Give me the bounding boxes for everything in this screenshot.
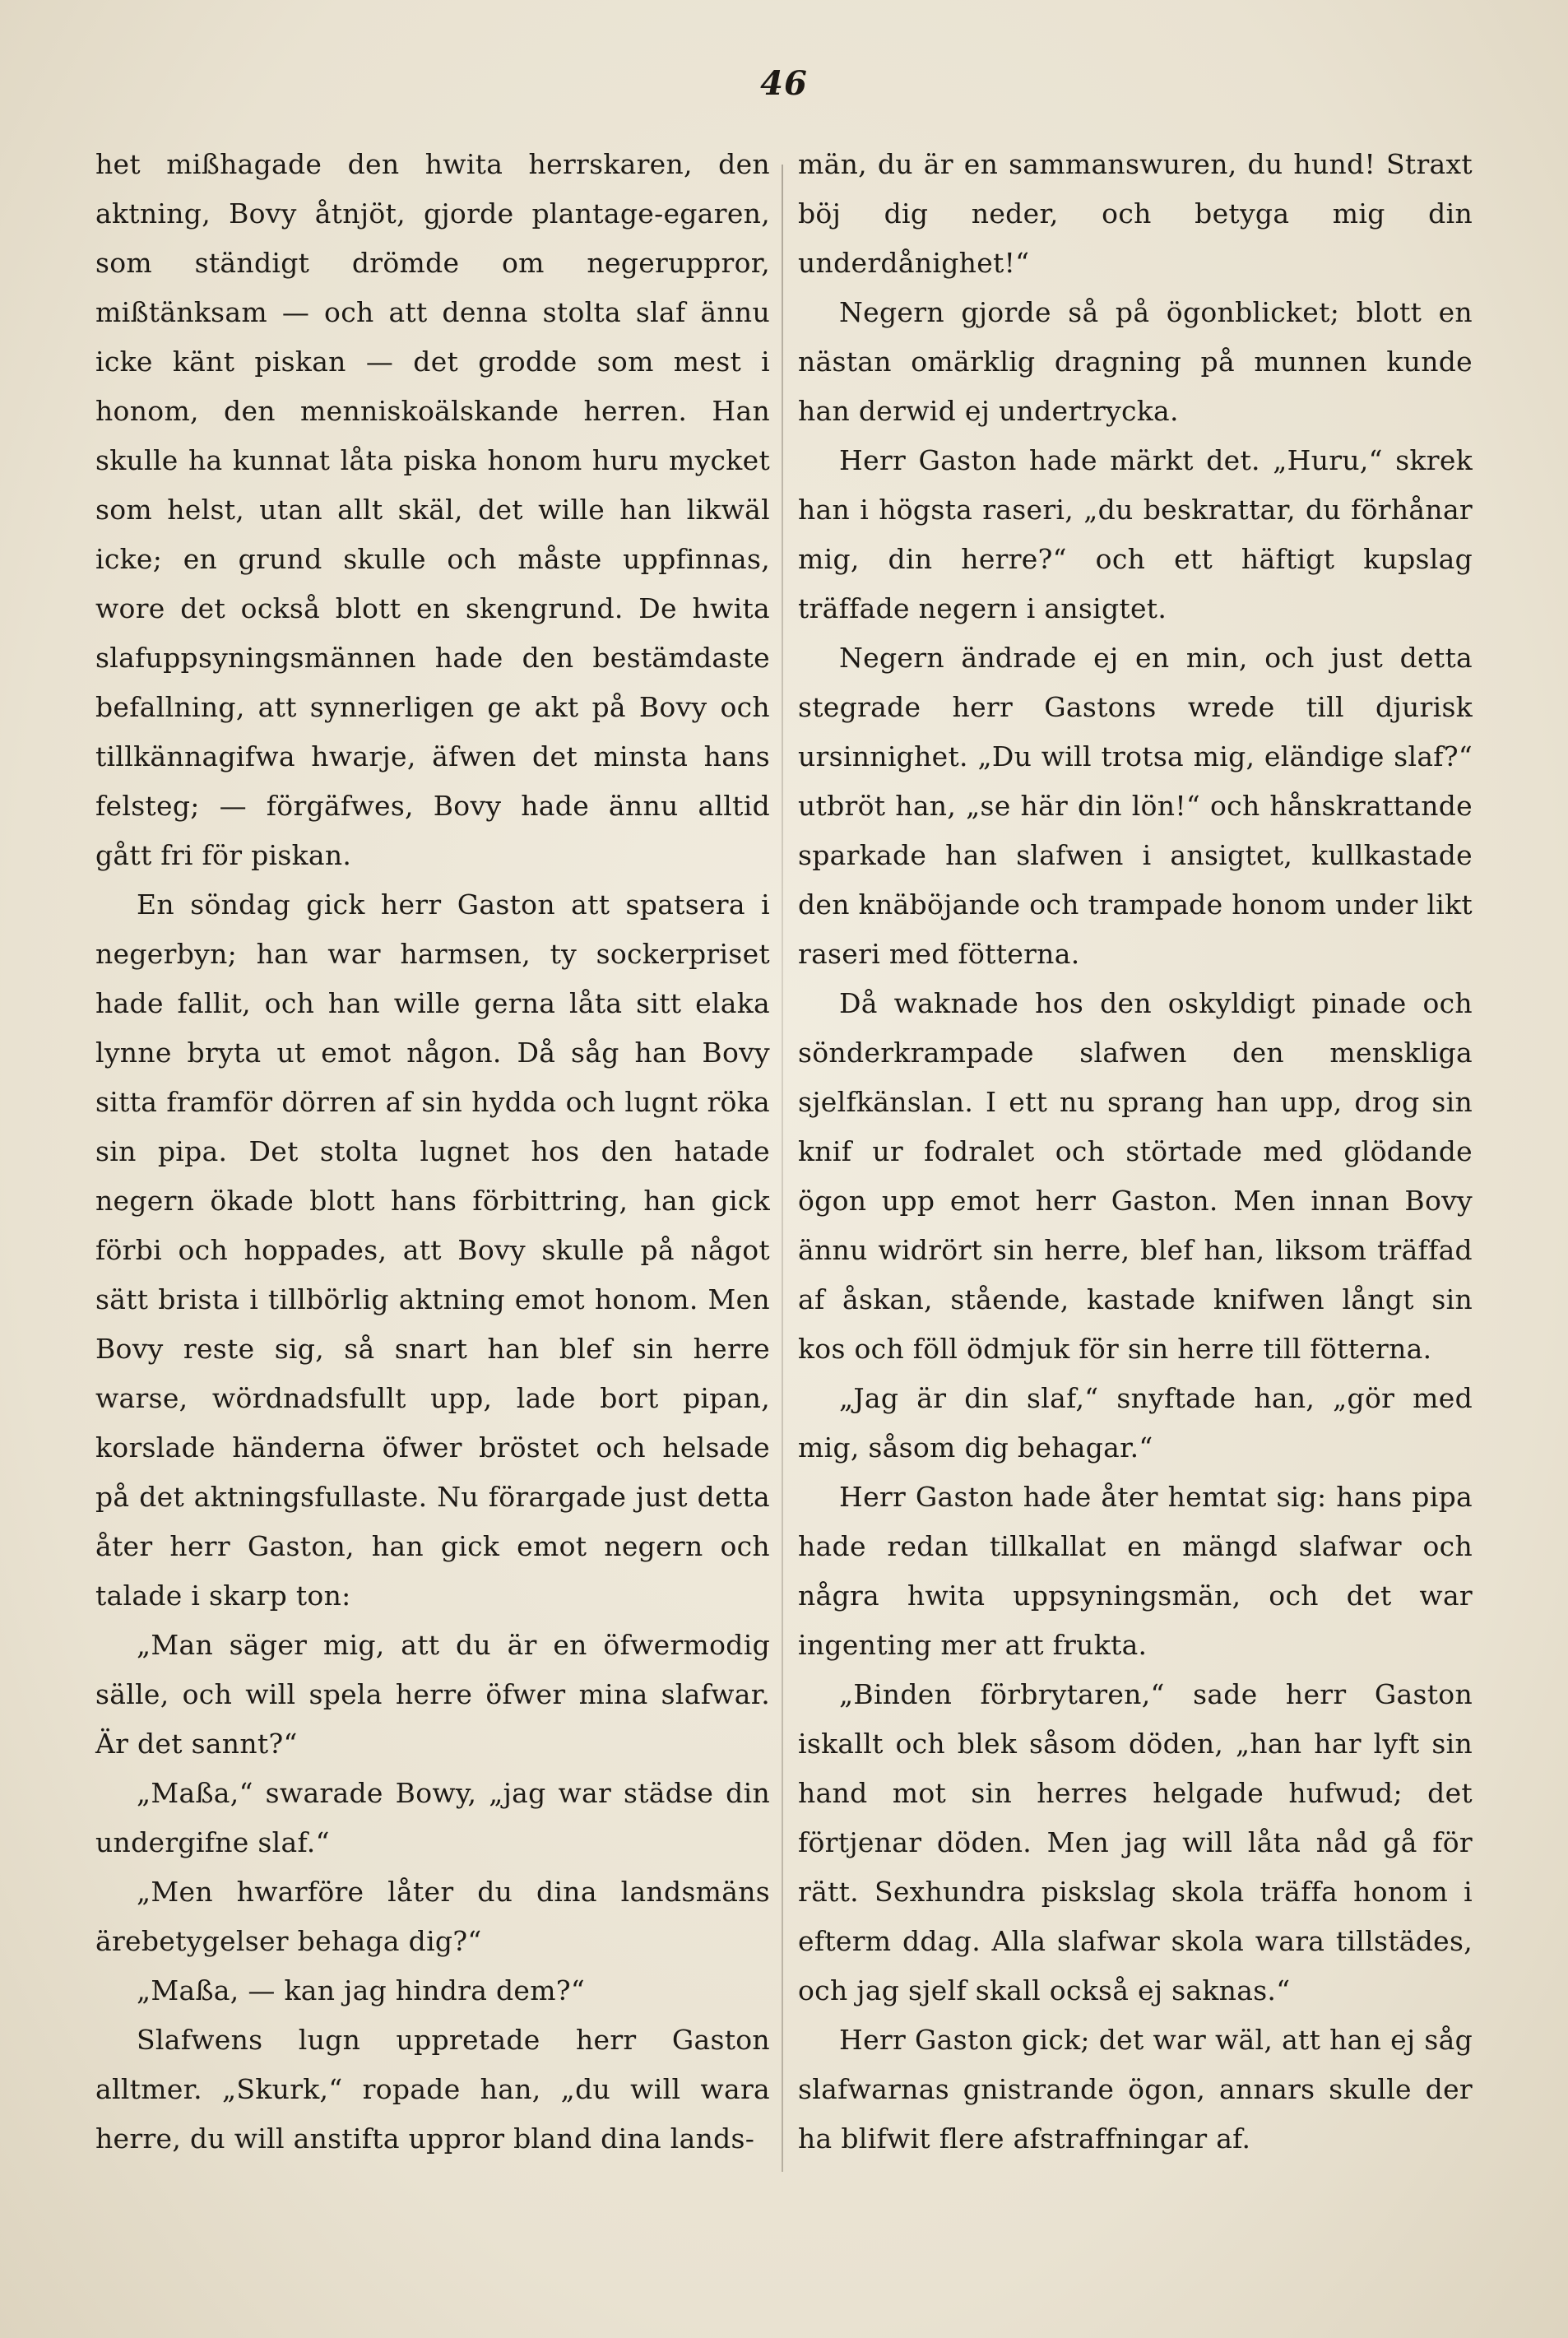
paragraph: Då waknade hos den oskyldigt pinade och sönderkrampade slafwen den menskliga sjelfkänslan. I ett nu sprang han upp, drog sin knif ur fodralet och störtade med glödande ögon upp emot herr Gaston. Men innan Bovy ännu widrört sin herre, blef han, liksom träffad af åskan, stående, kastade knifwen långt sin kos och föll ödmjuk för sin herre till fötterna. [798,987,1473,1365]
paragraph: het mißhagade den hwita herrskaren, den aktning, Bovy åtnjöt, gjorde plantage-egaren, som ständigt drömde om negeruppror, mißtänksam — och att denna stolta slaf ännu icke känt piskan — det grodde som mest i honom, den menniskoälskande herren. Han skulle ha kunnat låta piska honom huru mycket som helst, utan allt skäl, det wille han likwäl icke; en grund skulle och måste uppfinnas, wore det också blott en skengrund. De hwita slafuppsyningsmännen hade den bestämdaste befallning, att synnerligen ge akt på Bovy och tillkännagifwa hwarje, äfwen det minsta hans felsteg; — förgäfwes, Bovy hade ännu alltid gått fri för piskan. [95,148,770,871]
paragraph: En söndag gick herr Gaston att spatsera i negerbyn; han war harmsen, ty sockerpriset hade fallit, och han wille gerna låta sitt elaka lynne bryta ut emot någon. Då såg han Bovy sitta framför dörren af sin hydda och lugnt röka sin pipa. Det stolta lugnet hos den hatade negern ökade blott hans förbittring, han gick förbi och hoppades, att Bovy skulle på något sätt brista i tillbörlig aktning emot honom. Men Bovy reste sig, så snart han blef sin herre warse, wördnadsfullt upp, lade bort pipan, korslade händerna öfwer bröstet och helsade på det aktningsfullaste. Nu förargade just detta åter herr Gaston, han gick emot negern och talade i skarp ton: [95,888,770,1612]
paragraph: Negern ändrade ej en min, och just detta stegrade herr Gastons wrede till djurisk ursinnighet. „Du will trotsa mig, eländige slaf?“ utbröt han, „se här din lön!“ och hånskrattande sparkade han slafwen i ansigtet, kullkastade den knäböjande och trampade honom under likt raseri med fötterna. [798,642,1473,970]
paragraph: Herr Gaston hade åter hemtat sig: hans pipa hade redan tillkallat en mängd slafwar och några hwita uppsyningsmän, och det war ingenting mer att frukta. [798,1481,1473,1661]
column-divider [782,165,783,2172]
paragraph: „Jag är din slaf,“ snyftade han, „gör med mig, såsom dig behagar.“ [798,1382,1473,1464]
right-column [798,140,1473,2164]
paragraph: „Maßa,“ swarade Bowy, „jag war städse din undergifne slaf.“ [95,1777,770,1858]
paragraph: „Maßa, — kan jag hindra dem?“ [137,1974,586,2006]
paragraph: Slafwens lugn uppretade herr Gaston alltmer. „Skurk,“ ropade han, „du will wara herre, du will anstifta uppror bland dina lands- [95,2024,770,2155]
paragraph: „Men hwarföre låter du dina landsmäns ärebetygelser behaga dig?“ [95,1876,770,1957]
paragraph: män, du är en sammanswuren, du hund! Straxt böj dig neder, och betyga mig din underdånighet!“ [798,148,1473,279]
page-number: 46 [760,64,808,103]
paragraph: Negern gjorde så på ögonblicket; blott en nästan omärklig dragning på munnen kunde han derwid ej undertrycka. [798,296,1473,427]
paragraph: Herr Gaston gick; det war wäl, att han ej såg slafwarnas gnistrande ögon, annars skulle der ha blifwit flere afstraffningar af. [798,2024,1473,2155]
left-column [95,140,770,2164]
paragraph: Herr Gaston hade märkt det. „Huru,“ skrek han i högsta raseri, „du beskrattar, du förhånar mig, din herre?“ och ett häftigt kupslag träffade negern i ansigtet. [798,444,1473,624]
paragraph: „Man säger mig, att du är en öfwermodig sälle, och will spela herre öfwer mina slafwar. Är det sannt?“ [95,1629,770,1760]
paragraph: „Binden förbrytaren,“ sade herr Gaston iskallt och blek såsom döden, „han har lyft sin hand mot sin herres helgade hufwud; det förtjenar döden. Men jag will låta nåd gå för rätt. Sexhundra piskslag skola träffa honom i efterm ddag. Alla slafwar skola wara tillstädes, och jag sjelf skall också ej saknas.“ [798,1678,1473,2006]
